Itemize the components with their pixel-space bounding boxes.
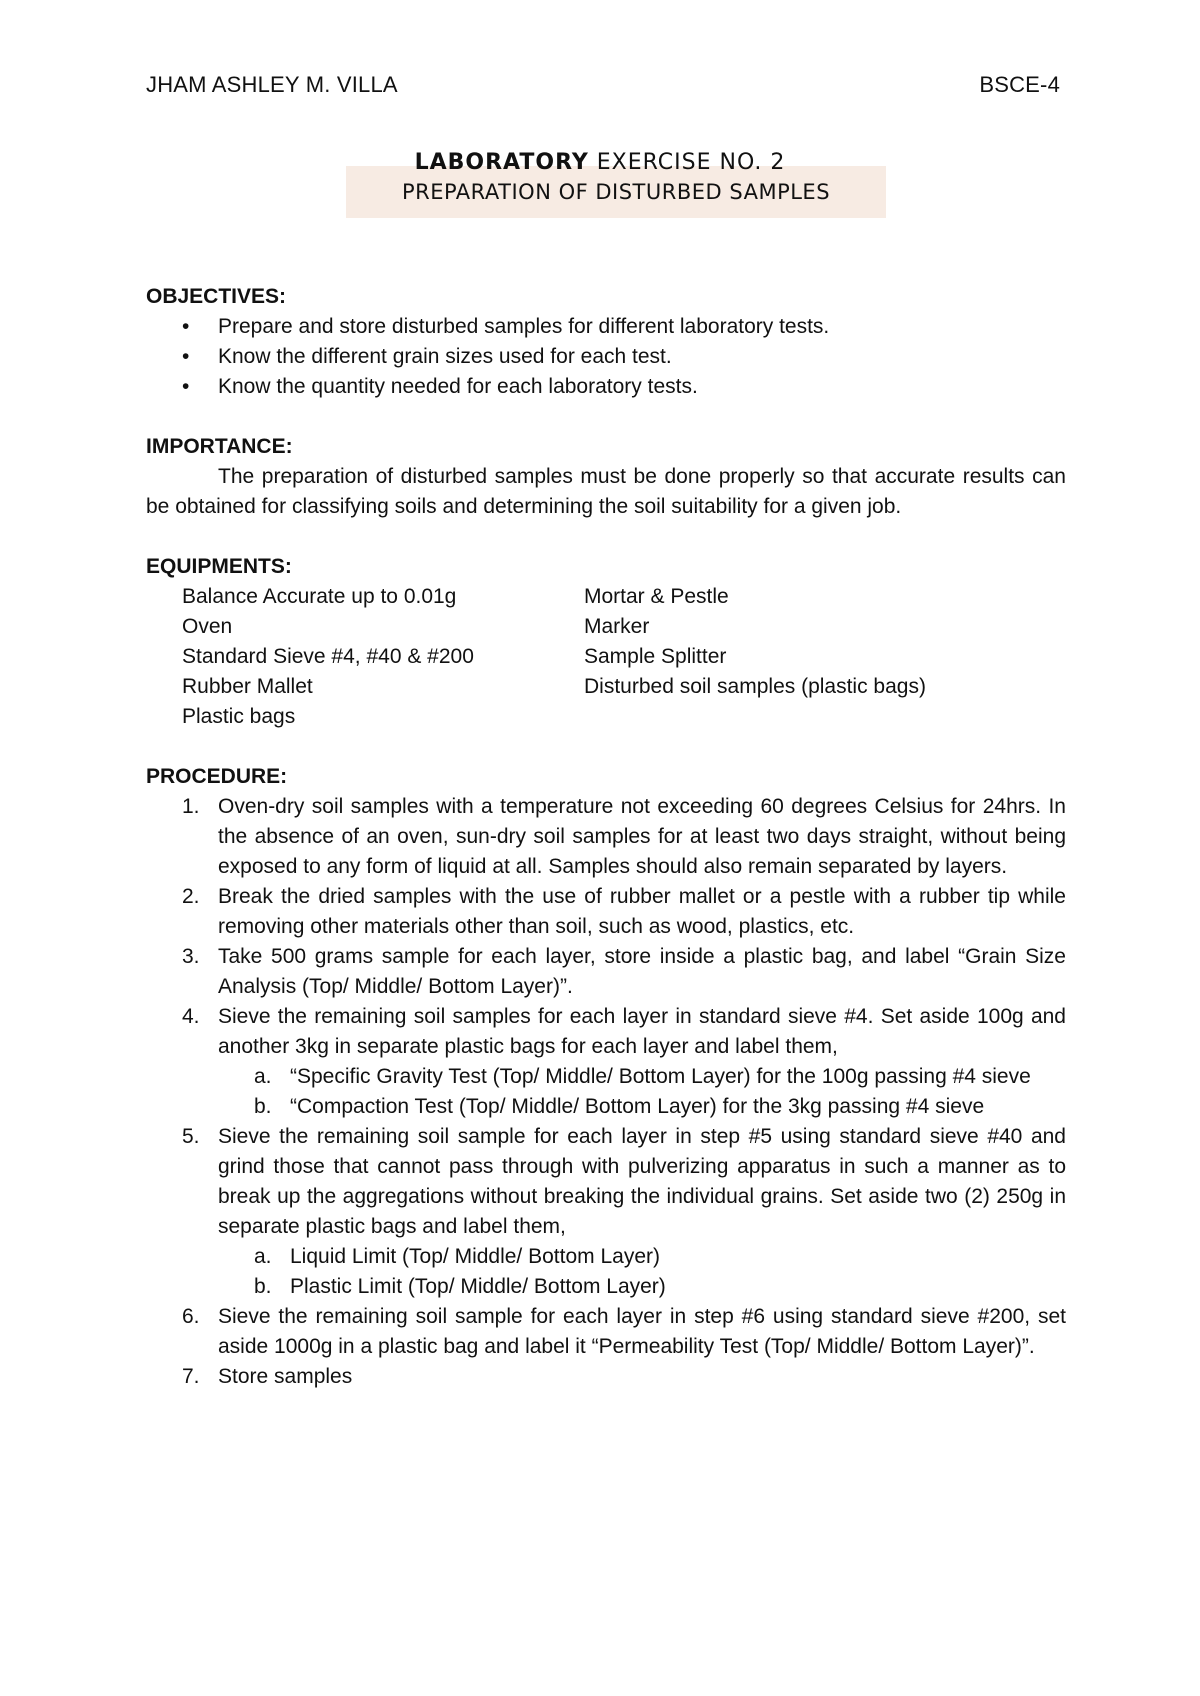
list-item: Plastic bags	[182, 705, 296, 728]
sub-list	[218, 1242, 1066, 1302]
list-item: a. Liquid Limit (Top/ Middle/ Bottom Layer)	[254, 1245, 660, 1268]
equipments-label: EQUIPMENTS:	[146, 555, 292, 578]
exercise-title-rest: EXERCISE NO. 2	[588, 150, 786, 175]
list-item: 6. Sieve the remaining soil sample for each layer in step #6 using standard sieve #200, set aside 1000g in a plastic bag and label it “Permeability Test (Top/ Middle/ Bottom Layer)”.	[182, 1305, 1066, 1358]
bullet-icon: •	[182, 345, 190, 368]
importance-section	[146, 432, 1066, 522]
student-name: JHAM ASHLEY M. VILLA	[146, 72, 398, 97]
procedure-label: PROCEDURE:	[146, 765, 288, 788]
list-item: Marker	[584, 615, 650, 638]
list-item: 2. Break the dried samples with the use of rubber mallet or a pestle with a rubber tip while removing other materials other than soil, such as wood, plastics, etc.	[182, 885, 1066, 938]
equipments-section	[146, 552, 1066, 732]
objectives-section	[146, 282, 1066, 402]
list-item: 7. Store samples	[182, 1365, 353, 1388]
list-item: 3. Take 500 grams sample for each layer, store inside a plastic bag, and label “Grain Size Analysis (Top/ Middle/ Bottom Layer)”.	[182, 945, 1066, 998]
list-item: Sample Splitter	[584, 645, 727, 668]
list-item: b. “Compaction Test (Top/ Middle/ Bottom Layer) for the 3kg passing #4 sieve	[254, 1095, 985, 1118]
list-item: b. Plastic Limit (Top/ Middle/ Bottom Layer)	[254, 1275, 666, 1298]
list-item: Rubber Mallet	[182, 675, 313, 698]
list-item: • Know the different grain sizes used for each test.	[146, 342, 1066, 372]
list-item: Mortar & Pestle	[584, 585, 729, 608]
course-label: BSCE-4	[979, 72, 1060, 97]
list-item: Standard Sieve #4, #40 & #200	[182, 645, 474, 668]
list-item: Disturbed soil samples (plastic bags)	[584, 675, 926, 698]
list-item: Balance Accurate up to 0.01g	[182, 585, 457, 608]
objectives-list	[146, 312, 1066, 402]
bullet-icon: •	[182, 315, 190, 338]
importance-text: The preparation of disturbed samples must be done properly so that accurate results can be obtained for classifying soils and determining the soil suitability for a given job.	[146, 465, 1066, 518]
list-item: 5. Sieve the remaining soil sample for each layer in step #5 using standard sieve #40 and grind those that cannot pass through with pulverizing apparatus in such a manner as to break up the aggregations without breaking the individual grains. Set aside two (2) 250g in separate plastic bags and label them, a. Liquid Limit (Top/ Middle/ Bottom Layer) b. Plastic Limit (Top/ Middle/ Bottom Layer)	[146, 1122, 1066, 1302]
exercise-title-bold: LABORATORY	[414, 150, 589, 175]
list-item: 4. Sieve the remaining soil samples for each layer in standard sieve #4. Set aside 100g and another 3kg in separate plastic bags for each layer and label them, a. “Specific Gravity Test (Top/ Middle/ Bottom Layer) for the 100g passing #4 sieve b. “Compaction Test (Top/ Middle/ Bottom Layer) for the 3kg passing #4 sieve	[146, 1002, 1066, 1122]
list-item: • Prepare and store disturbed samples for different laboratory tests.	[146, 312, 1066, 342]
procedure-section	[146, 762, 1066, 1392]
list-item: 1. Oven-dry soil samples with a temperature not exceeding 60 degrees Celsius for 24hrs. In the absence of an oven, sun-dry soil samples for at least two days straight, without being exposed to any form of liquid at all. Samples should also remain separated by layers.	[182, 795, 1066, 878]
exercise-title	[0, 150, 1200, 175]
procedure-list	[146, 792, 1066, 1392]
sub-list	[218, 1062, 1066, 1122]
list-item: Oven	[182, 615, 233, 638]
exercise-subtitle: PREPARATION OF DISTURBED SAMPLES	[401, 180, 831, 204]
equipments-list	[146, 582, 1066, 732]
importance-label: IMPORTANCE:	[146, 435, 293, 458]
objectives-label: OBJECTIVES:	[146, 285, 287, 308]
bullet-icon: •	[182, 375, 190, 398]
list-item: a. “Specific Gravity Test (Top/ Middle/ Bottom Layer) for the 100g passing #4 sieve	[254, 1065, 1031, 1088]
list-item: • Know the quantity needed for each laboratory tests.	[146, 372, 1066, 402]
